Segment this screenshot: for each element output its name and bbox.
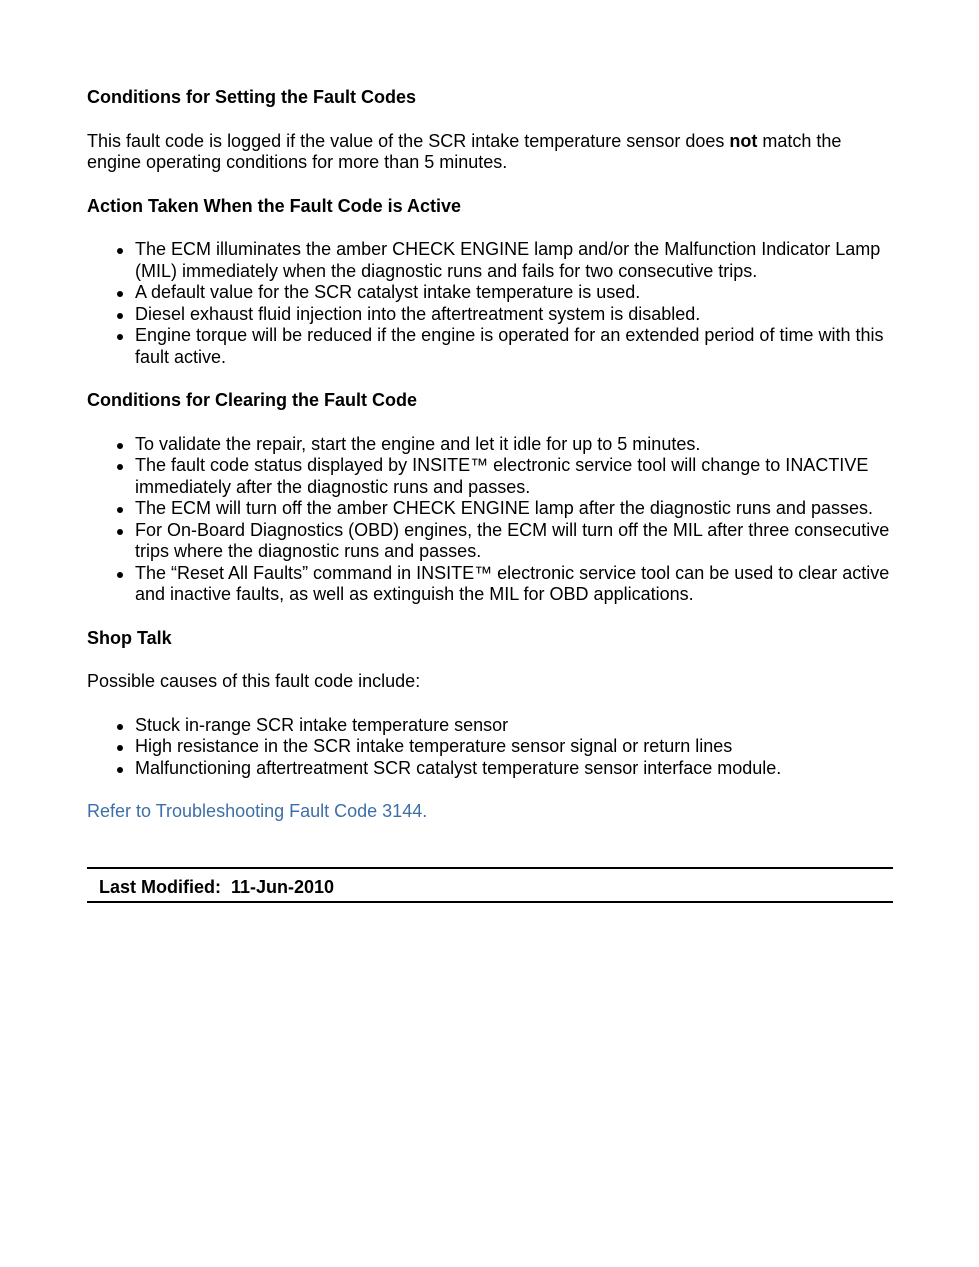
list-item: A default value for the SCR catalyst intake temperature is used. — [135, 282, 893, 304]
possible-causes-list — [87, 715, 893, 780]
list-item: Diesel exhaust fluid injection into the aftertreatment system is disabled. — [135, 304, 893, 326]
emphasis-not: not — [729, 130, 758, 151]
heading-clearing-conditions: Conditions for Clearing the Fault Code — [87, 390, 417, 410]
list-item: The fault code status displayed by INSITE™ electronic service tool will change to INACTIVE immediately after the diagnostic runs and passes. — [135, 455, 893, 498]
list-item: High resistance in the SCR intake temperature sensor signal or return lines — [135, 736, 893, 758]
troubleshooting-link[interactable]: Refer to Troubleshooting Fault Code 3144. — [87, 801, 428, 821]
bullet-icon — [117, 248, 123, 254]
bullet-icon — [117, 464, 123, 470]
heading-setting-conditions: Conditions for Setting the Fault Codes — [87, 87, 416, 107]
document-content — [87, 87, 893, 823]
list-item: Malfunctioning aftertreatment SCR catalyst temperature sensor interface module. — [135, 758, 893, 780]
list-item: The “Reset All Faults” command in INSITE™ electronic service tool can be used to clear active and inactive faults, as well as extinguish the MIL for OBD applications. — [135, 563, 893, 606]
bullet-icon — [117, 572, 123, 578]
bullet-icon — [117, 313, 123, 319]
bullet-icon — [117, 724, 123, 730]
bullet-icon — [117, 291, 123, 297]
footer-bar — [87, 867, 893, 903]
setting-conditions-paragraph: This fault code is logged if the value of the SCR intake temperature sensor does not match the engine operating conditions for more than 5 minutes. — [87, 130, 842, 172]
list-item: Engine torque will be reduced if the engine is operated for an extended period of time with this fault active. — [135, 325, 893, 368]
list-item: Stuck in-range SCR intake temperature sensor — [135, 715, 893, 737]
bullet-icon — [117, 767, 123, 773]
action-list — [87, 239, 893, 368]
list-item: For On-Board Diagnostics (OBD) engines, the ECM will turn off the MIL after three consecutive trips where the diagnostic runs and passes. — [135, 520, 893, 563]
list-item: The ECM illuminates the amber CHECK ENGINE lamp and/or the Malfunction Indicator Lamp (MIL) immediately when the diagnostic runs and fails for two consecutive trips. — [135, 239, 893, 282]
heading-shop-talk: Shop Talk — [87, 627, 172, 648]
list-item: To validate the repair, start the engine and let it idle for up to 5 minutes. — [135, 434, 893, 456]
heading-action-taken: Action Taken When the Fault Code is Active — [87, 195, 462, 216]
bullet-icon — [117, 443, 123, 449]
bullet-icon — [117, 745, 123, 751]
clearing-list — [87, 434, 893, 606]
bullet-icon — [117, 507, 123, 513]
last-modified-label: Last Modified: 11-Jun-2010 — [99, 877, 335, 897]
bullet-icon — [117, 334, 123, 340]
list-item: The ECM will turn off the amber CHECK ENGINE lamp after the diagnostic runs and passes. — [135, 498, 893, 520]
shop-talk-intro: Possible causes of this fault code include: — [87, 671, 421, 691]
bullet-icon — [117, 529, 123, 535]
